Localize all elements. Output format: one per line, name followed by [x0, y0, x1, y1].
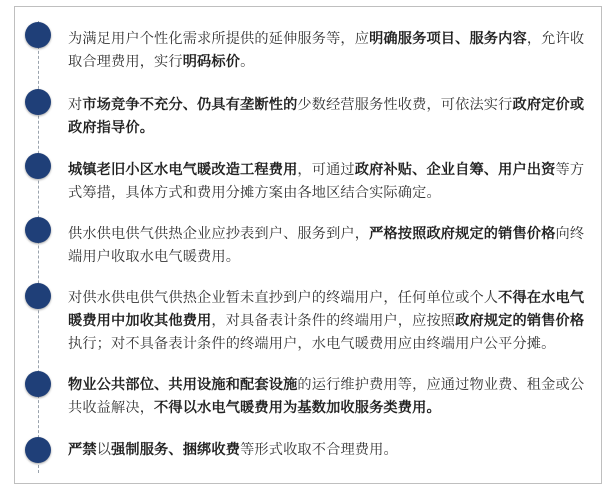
bullet-dot-icon [25, 22, 51, 48]
bullet-dot-icon [25, 153, 51, 179]
policy-item-text: 为满足用户个性化需求所提供的延伸服务等，应明确服务项目、服务内容，允许收取合理费用，实行明码标价。 [68, 31, 585, 70]
policy-list-panel [14, 6, 602, 484]
policy-item-text: 对供水供电供气供热企业暂未直抄到户的终端用户，任何单位或个人不得在水电气暖费用中加收其他费用，对具备表计条件的终端用户，应按照政府规定的销售价格执行；对不具备表计条件的终端用户，水电气暖费用应由终端用户公平分摊。 [68, 290, 585, 352]
bullet-dot-icon [25, 371, 51, 397]
policy-item-text: 对市场竞争不充分、仍具有垄断性的少数经营服务性收费，可依法实行政府定价或政府指导价。 [68, 97, 585, 136]
bullet-dot-icon [25, 217, 51, 243]
policy-item-text: 城镇老旧小区水电气暖改造工程费用，可通过政府补贴、企业自筹、用户出资等方式筹措，具体方式和费用分摊方案由各地区结合实际确定。 [68, 162, 585, 201]
policy-item-text: 严禁以强制服务、捆绑收费等形式收取不合理费用。 [68, 442, 398, 458]
bullet-dot-icon [25, 437, 51, 463]
policy-item-text: 物业公共部位、共用设施和配套设施的运行维护费用等，应通过物业费、租金或公共收益解决，不得以水电气暖费用为基数加收服务类费用。 [68, 377, 585, 416]
bullet-dot-icon [25, 89, 51, 115]
policy-item-text: 供水供电供气供热企业应抄表到户、服务到户，严格按照政府规定的销售价格向终端用户收取水电气暖费用。 [68, 226, 585, 265]
bullet-dot-icon [25, 283, 51, 309]
